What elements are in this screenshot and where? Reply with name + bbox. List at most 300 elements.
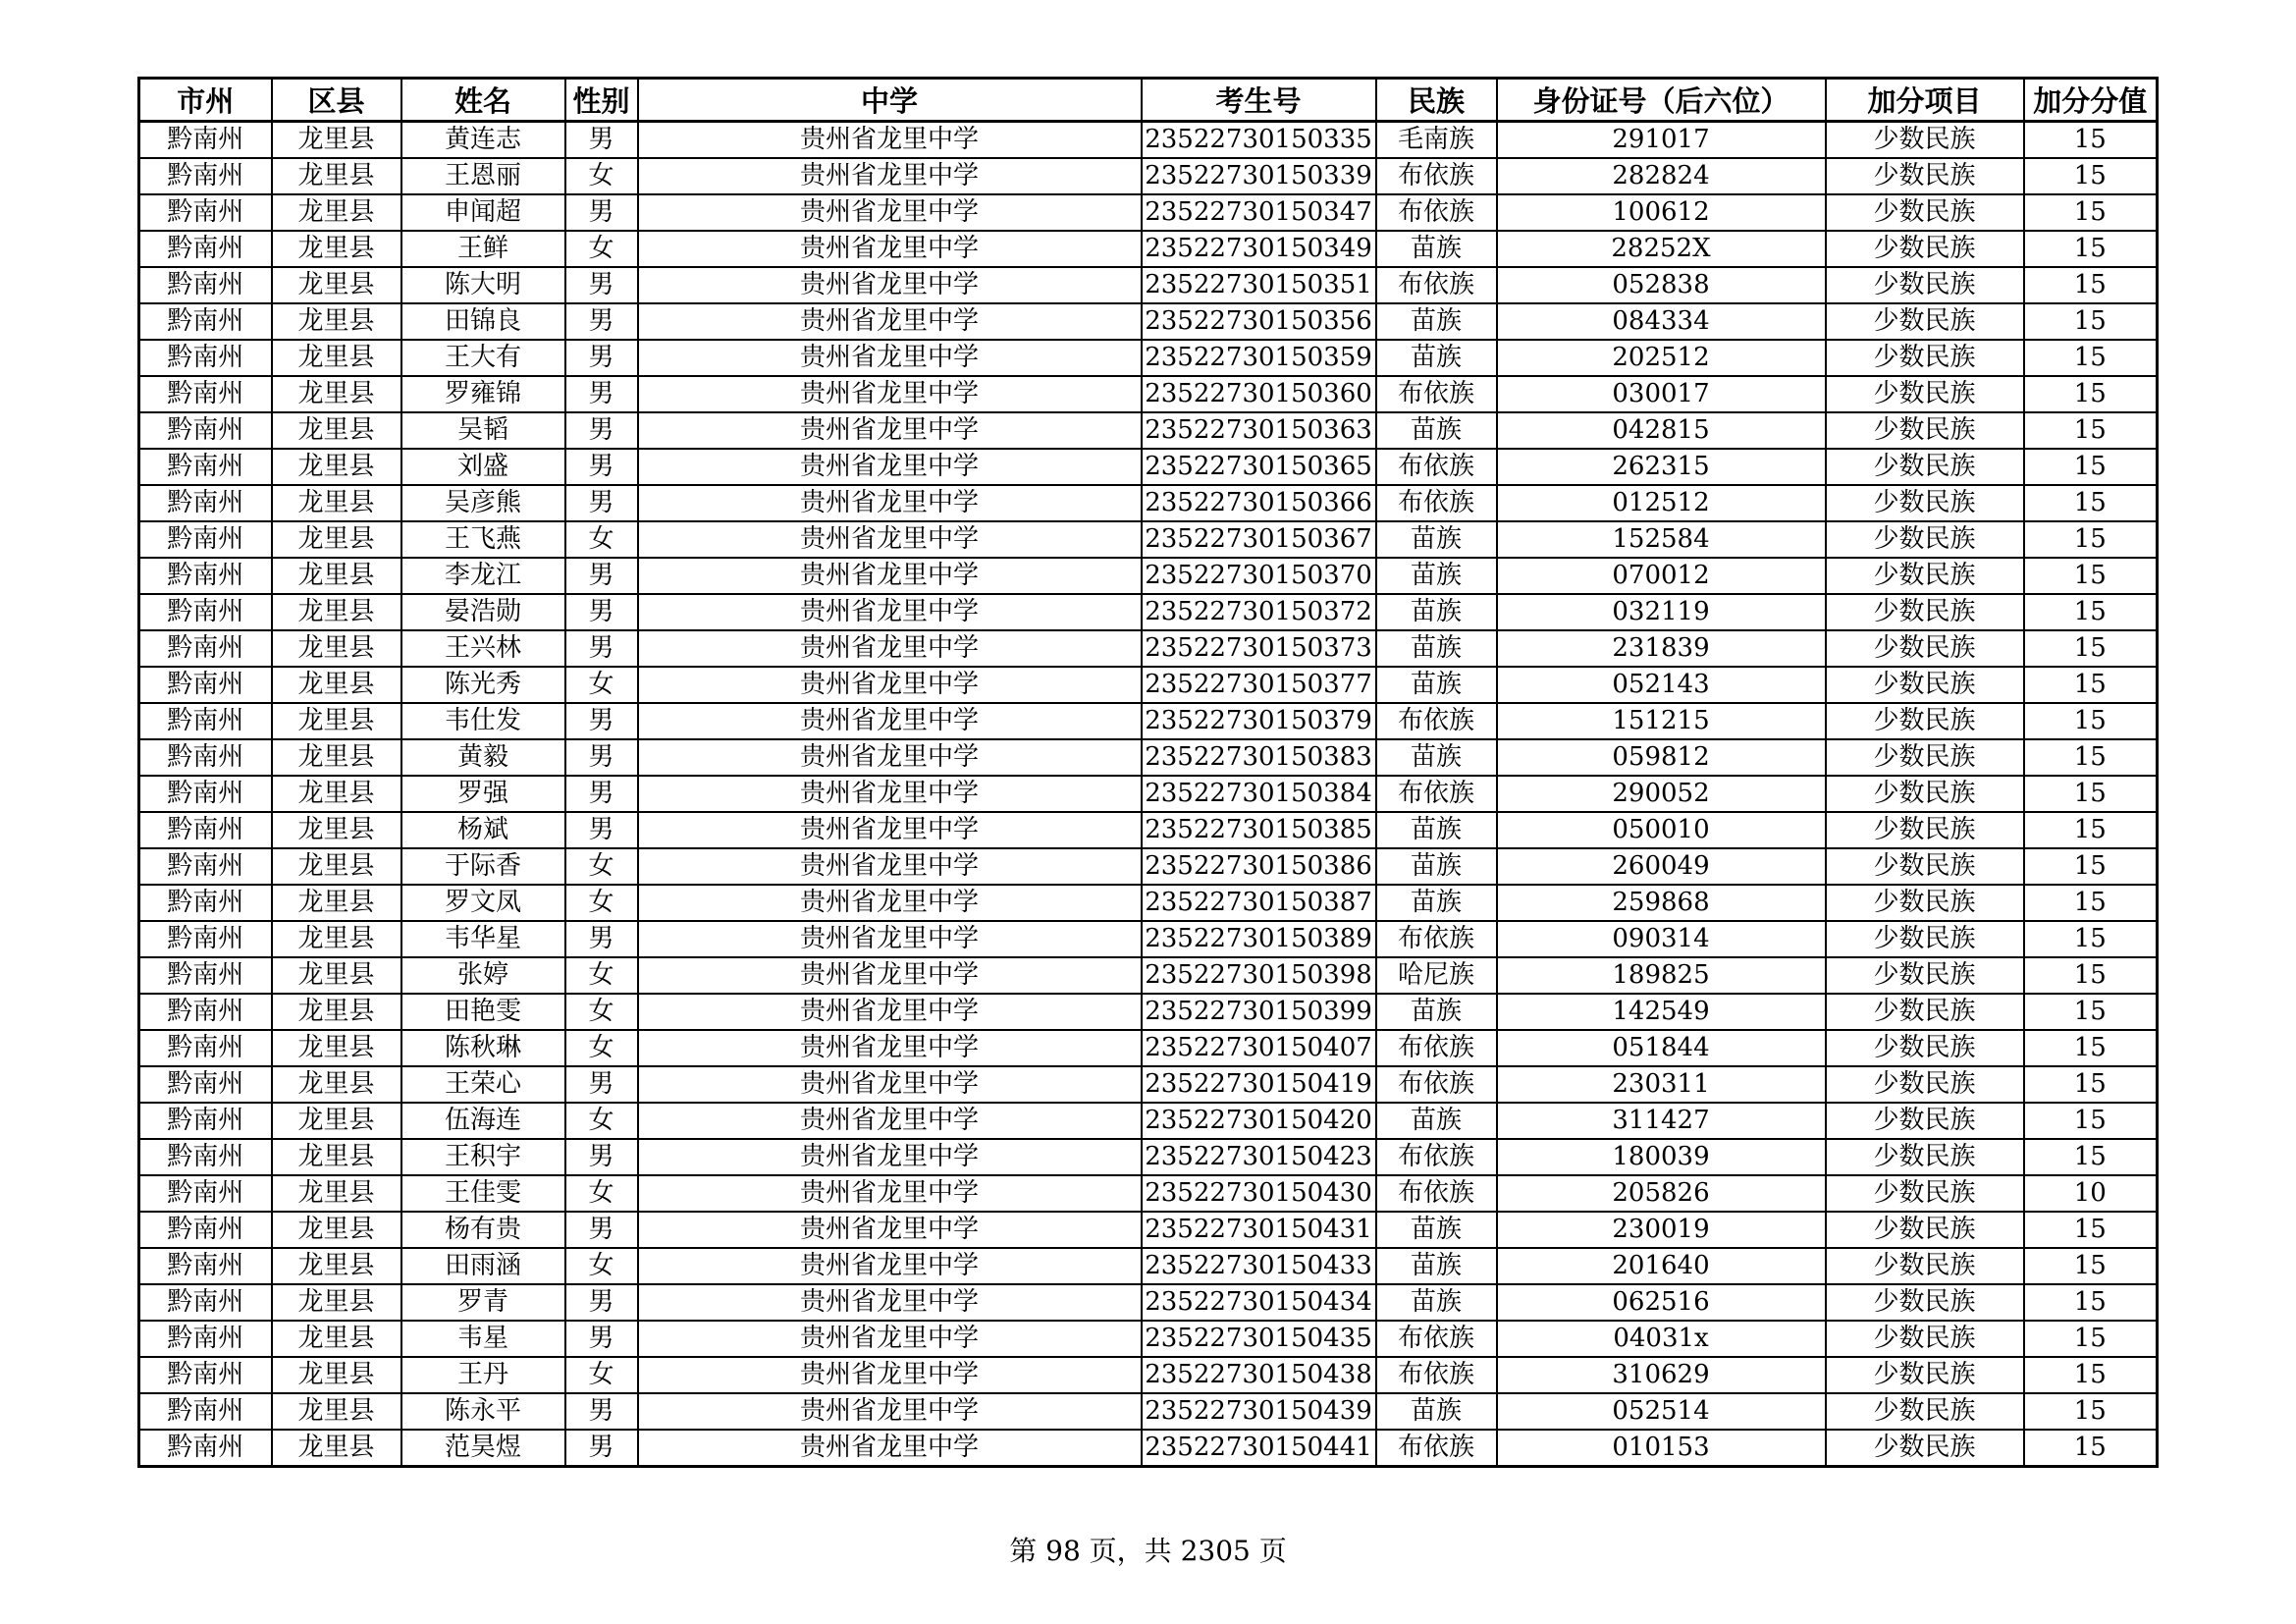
cell-ethnicity: 布依族 bbox=[1376, 1175, 1497, 1212]
footer-suffix: 页 bbox=[1258, 1535, 1287, 1567]
cell-city: 黔南州 bbox=[139, 1175, 272, 1212]
table-row bbox=[139, 848, 2158, 885]
cell-bonus-value: 15 bbox=[2024, 1030, 2158, 1066]
table-row bbox=[139, 122, 2158, 159]
cell-bonus-value: 15 bbox=[2024, 921, 2158, 957]
cell-school: 贵州省龙里中学 bbox=[638, 521, 1142, 558]
cell-school: 贵州省龙里中学 bbox=[638, 1066, 1142, 1103]
cell-city: 黔南州 bbox=[139, 1430, 272, 1467]
cell-id-last-six: 070012 bbox=[1497, 558, 1826, 594]
cell-id-last-six: 205826 bbox=[1497, 1175, 1826, 1212]
header-name: 姓名 bbox=[401, 79, 565, 122]
cell-bonus-item: 少数民族 bbox=[1826, 1321, 2024, 1357]
cell-city: 黔南州 bbox=[139, 1284, 272, 1321]
cell-city: 黔南州 bbox=[139, 521, 272, 558]
cell-bonus-item: 少数民族 bbox=[1826, 1103, 2024, 1139]
footer-total-pages: 2305 bbox=[1180, 1535, 1251, 1567]
cell-ethnicity: 苗族 bbox=[1376, 848, 1497, 885]
cell-ethnicity: 布依族 bbox=[1376, 1357, 1497, 1393]
cell-name: 陈光秀 bbox=[401, 667, 565, 703]
cell-bonus-item: 少数民族 bbox=[1826, 412, 2024, 449]
cell-city: 黔南州 bbox=[139, 412, 272, 449]
cell-bonus-item: 少数民族 bbox=[1826, 303, 2024, 340]
cell-city: 黔南州 bbox=[139, 194, 272, 231]
cell-id-last-six: 260049 bbox=[1497, 848, 1826, 885]
cell-id-last-six: 180039 bbox=[1497, 1139, 1826, 1175]
cell-ethnicity: 苗族 bbox=[1376, 231, 1497, 267]
cell-bonus-item: 少数民族 bbox=[1826, 957, 2024, 994]
cell-gender: 女 bbox=[565, 1103, 638, 1139]
cell-id-last-six: 310629 bbox=[1497, 1357, 1826, 1393]
cell-gender: 男 bbox=[565, 1430, 638, 1467]
cell-name: 范昊煜 bbox=[401, 1430, 565, 1467]
cell-bonus-item: 少数民族 bbox=[1826, 521, 2024, 558]
cell-exam-number: 23522730150356 bbox=[1142, 303, 1376, 340]
cell-school: 贵州省龙里中学 bbox=[638, 812, 1142, 848]
table-row bbox=[139, 921, 2158, 957]
cell-name: 申闻超 bbox=[401, 194, 565, 231]
cell-exam-number: 23522730150383 bbox=[1142, 739, 1376, 776]
cell-name: 陈秋琳 bbox=[401, 1030, 565, 1066]
table-row bbox=[139, 1103, 2158, 1139]
cell-exam-number: 23522730150389 bbox=[1142, 921, 1376, 957]
cell-county: 龙里县 bbox=[272, 1175, 401, 1212]
cell-name: 王丹 bbox=[401, 1357, 565, 1393]
cell-exam-number: 23522730150363 bbox=[1142, 412, 1376, 449]
footer-page-number: 98 bbox=[1045, 1535, 1081, 1567]
table-row bbox=[139, 1393, 2158, 1430]
cell-id-last-six: 084334 bbox=[1497, 303, 1826, 340]
cell-county: 龙里县 bbox=[272, 812, 401, 848]
cell-bonus-value: 15 bbox=[2024, 1430, 2158, 1467]
cell-city: 黔南州 bbox=[139, 848, 272, 885]
cell-city: 黔南州 bbox=[139, 1248, 272, 1284]
cell-gender: 女 bbox=[565, 885, 638, 921]
cell-bonus-value: 15 bbox=[2024, 594, 2158, 630]
cell-name: 李龙江 bbox=[401, 558, 565, 594]
cell-bonus-item: 少数民族 bbox=[1826, 1248, 2024, 1284]
cell-bonus-value: 15 bbox=[2024, 630, 2158, 667]
cell-city: 黔南州 bbox=[139, 485, 272, 521]
cell-school: 贵州省龙里中学 bbox=[638, 1357, 1142, 1393]
cell-bonus-value: 15 bbox=[2024, 1066, 2158, 1103]
cell-school: 贵州省龙里中学 bbox=[638, 630, 1142, 667]
cell-city: 黔南州 bbox=[139, 376, 272, 412]
cell-ethnicity: 苗族 bbox=[1376, 1393, 1497, 1430]
cell-name: 王兴林 bbox=[401, 630, 565, 667]
cell-county: 龙里县 bbox=[272, 703, 401, 739]
cell-gender: 男 bbox=[565, 449, 638, 485]
table-row bbox=[139, 558, 2158, 594]
cell-school: 贵州省龙里中学 bbox=[638, 412, 1142, 449]
cell-id-last-six: 311427 bbox=[1497, 1103, 1826, 1139]
cell-bonus-item: 少数民族 bbox=[1826, 994, 2024, 1030]
cell-city: 黔南州 bbox=[139, 994, 272, 1030]
cell-name: 杨有贵 bbox=[401, 1212, 565, 1248]
cell-county: 龙里县 bbox=[272, 412, 401, 449]
cell-county: 龙里县 bbox=[272, 485, 401, 521]
cell-bonus-value: 15 bbox=[2024, 340, 2158, 376]
cell-bonus-value: 10 bbox=[2024, 1175, 2158, 1212]
cell-bonus-item: 少数民族 bbox=[1826, 667, 2024, 703]
cell-bonus-item: 少数民族 bbox=[1826, 558, 2024, 594]
cell-bonus-item: 少数民族 bbox=[1826, 921, 2024, 957]
cell-county: 龙里县 bbox=[272, 303, 401, 340]
cell-county: 龙里县 bbox=[272, 594, 401, 630]
table-row bbox=[139, 1139, 2158, 1175]
cell-name: 王恩丽 bbox=[401, 158, 565, 194]
cell-county: 龙里县 bbox=[272, 158, 401, 194]
cell-county: 龙里县 bbox=[272, 558, 401, 594]
cell-gender: 男 bbox=[565, 340, 638, 376]
cell-city: 黔南州 bbox=[139, 739, 272, 776]
cell-school: 贵州省龙里中学 bbox=[638, 303, 1142, 340]
cell-exam-number: 23522730150370 bbox=[1142, 558, 1376, 594]
cell-county: 龙里县 bbox=[272, 267, 401, 303]
cell-bonus-value: 15 bbox=[2024, 848, 2158, 885]
cell-bonus-item: 少数民族 bbox=[1826, 1357, 2024, 1393]
cell-gender: 女 bbox=[565, 1175, 638, 1212]
page-footer bbox=[0, 1530, 2296, 1569]
cell-gender: 女 bbox=[565, 848, 638, 885]
cell-school: 贵州省龙里中学 bbox=[638, 1321, 1142, 1357]
cell-school: 贵州省龙里中学 bbox=[638, 921, 1142, 957]
cell-id-last-six: 142549 bbox=[1497, 994, 1826, 1030]
table-row bbox=[139, 303, 2158, 340]
cell-exam-number: 23522730150360 bbox=[1142, 376, 1376, 412]
cell-ethnicity: 布依族 bbox=[1376, 485, 1497, 521]
cell-school: 贵州省龙里中学 bbox=[638, 376, 1142, 412]
cell-ethnicity: 毛南族 bbox=[1376, 122, 1497, 159]
cell-id-last-six: 230019 bbox=[1497, 1212, 1826, 1248]
cell-ethnicity: 苗族 bbox=[1376, 521, 1497, 558]
cell-city: 黔南州 bbox=[139, 1030, 272, 1066]
cell-id-last-six: 052514 bbox=[1497, 1393, 1826, 1430]
cell-bonus-value: 15 bbox=[2024, 667, 2158, 703]
cell-school: 贵州省龙里中学 bbox=[638, 667, 1142, 703]
cell-county: 龙里县 bbox=[272, 1066, 401, 1103]
cell-gender: 男 bbox=[565, 1321, 638, 1357]
cell-bonus-value: 15 bbox=[2024, 558, 2158, 594]
cell-ethnicity: 布依族 bbox=[1376, 776, 1497, 812]
cell-city: 黔南州 bbox=[139, 267, 272, 303]
cell-exam-number: 23522730150398 bbox=[1142, 957, 1376, 994]
cell-bonus-item: 少数民族 bbox=[1826, 340, 2024, 376]
cell-id-last-six: 202512 bbox=[1497, 340, 1826, 376]
header-school: 中学 bbox=[638, 79, 1142, 122]
cell-bonus-item: 少数民族 bbox=[1826, 485, 2024, 521]
cell-city: 黔南州 bbox=[139, 1103, 272, 1139]
cell-bonus-item: 少数民族 bbox=[1826, 812, 2024, 848]
cell-id-last-six: 042815 bbox=[1497, 412, 1826, 449]
cell-county: 龙里县 bbox=[272, 521, 401, 558]
cell-gender: 男 bbox=[565, 376, 638, 412]
cell-name: 黄连志 bbox=[401, 122, 565, 159]
cell-exam-number: 23522730150365 bbox=[1142, 449, 1376, 485]
cell-bonus-item: 少数民族 bbox=[1826, 848, 2024, 885]
cell-gender: 女 bbox=[565, 521, 638, 558]
cell-school: 贵州省龙里中学 bbox=[638, 231, 1142, 267]
cell-ethnicity: 布依族 bbox=[1376, 1139, 1497, 1175]
cell-gender: 男 bbox=[565, 194, 638, 231]
cell-bonus-value: 15 bbox=[2024, 376, 2158, 412]
table-row bbox=[139, 412, 2158, 449]
cell-id-last-six: 059812 bbox=[1497, 739, 1826, 776]
cell-school: 贵州省龙里中学 bbox=[638, 1430, 1142, 1467]
cell-ethnicity: 布依族 bbox=[1376, 1030, 1497, 1066]
cell-exam-number: 23522730150434 bbox=[1142, 1284, 1376, 1321]
cell-bonus-item: 少数民族 bbox=[1826, 1175, 2024, 1212]
footer-prefix: 第 bbox=[1009, 1535, 1038, 1567]
header-gender: 性别 bbox=[565, 79, 638, 122]
cell-name: 陈永平 bbox=[401, 1393, 565, 1430]
cell-gender: 女 bbox=[565, 1357, 638, 1393]
table-row bbox=[139, 1284, 2158, 1321]
cell-school: 贵州省龙里中学 bbox=[638, 885, 1142, 921]
cell-ethnicity: 苗族 bbox=[1376, 667, 1497, 703]
header-city: 市州 bbox=[139, 79, 272, 122]
cell-county: 龙里县 bbox=[272, 1248, 401, 1284]
header-bonus-item: 加分项目 bbox=[1826, 79, 2024, 122]
cell-ethnicity: 苗族 bbox=[1376, 1212, 1497, 1248]
cell-school: 贵州省龙里中学 bbox=[638, 1248, 1142, 1284]
cell-bonus-item: 少数民族 bbox=[1826, 594, 2024, 630]
table-row bbox=[139, 776, 2158, 812]
cell-exam-number: 23522730150407 bbox=[1142, 1030, 1376, 1066]
cell-city: 黔南州 bbox=[139, 885, 272, 921]
cell-gender: 男 bbox=[565, 739, 638, 776]
table-row bbox=[139, 1248, 2158, 1284]
cell-city: 黔南州 bbox=[139, 1393, 272, 1430]
cell-city: 黔南州 bbox=[139, 594, 272, 630]
cell-name: 王积宇 bbox=[401, 1139, 565, 1175]
cell-bonus-item: 少数民族 bbox=[1826, 376, 2024, 412]
cell-bonus-value: 15 bbox=[2024, 1284, 2158, 1321]
cell-ethnicity: 苗族 bbox=[1376, 994, 1497, 1030]
table-row bbox=[139, 1175, 2158, 1212]
cell-name: 王大有 bbox=[401, 340, 565, 376]
bonus-points-table bbox=[137, 77, 2159, 1468]
cell-id-last-six: 050010 bbox=[1497, 812, 1826, 848]
cell-id-last-six: 032119 bbox=[1497, 594, 1826, 630]
cell-city: 黔南州 bbox=[139, 667, 272, 703]
table-row bbox=[139, 158, 2158, 194]
cell-bonus-item: 少数民族 bbox=[1826, 449, 2024, 485]
cell-school: 贵州省龙里中学 bbox=[638, 1212, 1142, 1248]
cell-bonus-value: 15 bbox=[2024, 1212, 2158, 1248]
footer-middle: 页，共 bbox=[1089, 1535, 1172, 1567]
cell-gender: 女 bbox=[565, 1248, 638, 1284]
cell-ethnicity: 苗族 bbox=[1376, 739, 1497, 776]
cell-gender: 男 bbox=[565, 558, 638, 594]
table-row bbox=[139, 521, 2158, 558]
cell-name: 罗青 bbox=[401, 1284, 565, 1321]
cell-exam-number: 23522730150366 bbox=[1142, 485, 1376, 521]
cell-city: 黔南州 bbox=[139, 231, 272, 267]
table-row bbox=[139, 449, 2158, 485]
cell-exam-number: 23522730150367 bbox=[1142, 521, 1376, 558]
cell-bonus-item: 少数民族 bbox=[1826, 1284, 2024, 1321]
cell-name: 于际香 bbox=[401, 848, 565, 885]
header-county: 区县 bbox=[272, 79, 401, 122]
cell-name: 田雨涵 bbox=[401, 1248, 565, 1284]
cell-school: 贵州省龙里中学 bbox=[638, 158, 1142, 194]
cell-name: 黄毅 bbox=[401, 739, 565, 776]
cell-bonus-item: 少数民族 bbox=[1826, 231, 2024, 267]
cell-exam-number: 23522730150420 bbox=[1142, 1103, 1376, 1139]
cell-gender: 男 bbox=[565, 1212, 638, 1248]
cell-id-last-six: 262315 bbox=[1497, 449, 1826, 485]
cell-county: 龙里县 bbox=[272, 739, 401, 776]
cell-school: 贵州省龙里中学 bbox=[638, 1139, 1142, 1175]
cell-ethnicity: 布依族 bbox=[1376, 449, 1497, 485]
cell-ethnicity: 布依族 bbox=[1376, 158, 1497, 194]
cell-city: 黔南州 bbox=[139, 558, 272, 594]
cell-bonus-value: 15 bbox=[2024, 231, 2158, 267]
table-row bbox=[139, 739, 2158, 776]
cell-name: 吴彦熊 bbox=[401, 485, 565, 521]
cell-school: 贵州省龙里中学 bbox=[638, 449, 1142, 485]
table-row bbox=[139, 1212, 2158, 1248]
cell-city: 黔南州 bbox=[139, 776, 272, 812]
cell-city: 黔南州 bbox=[139, 1066, 272, 1103]
cell-name: 罗强 bbox=[401, 776, 565, 812]
cell-school: 贵州省龙里中学 bbox=[638, 994, 1142, 1030]
table-row bbox=[139, 667, 2158, 703]
cell-city: 黔南州 bbox=[139, 340, 272, 376]
cell-school: 贵州省龙里中学 bbox=[638, 848, 1142, 885]
cell-gender: 男 bbox=[565, 594, 638, 630]
cell-school: 贵州省龙里中学 bbox=[638, 703, 1142, 739]
cell-name: 张婷 bbox=[401, 957, 565, 994]
cell-name: 王鲜 bbox=[401, 231, 565, 267]
cell-ethnicity: 哈尼族 bbox=[1376, 957, 1497, 994]
cell-ethnicity: 布依族 bbox=[1376, 376, 1497, 412]
cell-city: 黔南州 bbox=[139, 630, 272, 667]
cell-name: 韦华星 bbox=[401, 921, 565, 957]
cell-county: 龙里县 bbox=[272, 885, 401, 921]
cell-id-last-six: 062516 bbox=[1497, 1284, 1826, 1321]
cell-gender: 男 bbox=[565, 267, 638, 303]
cell-id-last-six: 04031x bbox=[1497, 1321, 1826, 1357]
cell-bonus-value: 15 bbox=[2024, 739, 2158, 776]
cell-bonus-value: 15 bbox=[2024, 1357, 2158, 1393]
table-row bbox=[139, 630, 2158, 667]
cell-name: 吴韬 bbox=[401, 412, 565, 449]
cell-ethnicity: 布依族 bbox=[1376, 1430, 1497, 1467]
cell-id-last-six: 282824 bbox=[1497, 158, 1826, 194]
cell-bonus-item: 少数民族 bbox=[1826, 776, 2024, 812]
cell-name: 刘盛 bbox=[401, 449, 565, 485]
cell-bonus-value: 15 bbox=[2024, 1248, 2158, 1284]
cell-exam-number: 23522730150419 bbox=[1142, 1066, 1376, 1103]
cell-bonus-value: 15 bbox=[2024, 449, 2158, 485]
cell-id-last-six: 201640 bbox=[1497, 1248, 1826, 1284]
table-body bbox=[139, 122, 2158, 1467]
cell-bonus-value: 15 bbox=[2024, 485, 2158, 521]
cell-city: 黔南州 bbox=[139, 1212, 272, 1248]
cell-name: 陈大明 bbox=[401, 267, 565, 303]
cell-county: 龙里县 bbox=[272, 776, 401, 812]
cell-gender: 女 bbox=[565, 957, 638, 994]
cell-id-last-six: 090314 bbox=[1497, 921, 1826, 957]
cell-bonus-value: 15 bbox=[2024, 1103, 2158, 1139]
cell-bonus-value: 15 bbox=[2024, 812, 2158, 848]
cell-gender: 男 bbox=[565, 630, 638, 667]
cell-name: 伍海连 bbox=[401, 1103, 565, 1139]
cell-gender: 男 bbox=[565, 1066, 638, 1103]
cell-bonus-value: 15 bbox=[2024, 158, 2158, 194]
table-row bbox=[139, 376, 2158, 412]
cell-gender: 女 bbox=[565, 1030, 638, 1066]
cell-ethnicity: 布依族 bbox=[1376, 703, 1497, 739]
table-row bbox=[139, 994, 2158, 1030]
header-bonus-value: 加分分值 bbox=[2024, 79, 2158, 122]
cell-bonus-value: 15 bbox=[2024, 1321, 2158, 1357]
cell-bonus-item: 少数民族 bbox=[1826, 122, 2024, 159]
cell-gender: 女 bbox=[565, 231, 638, 267]
cell-id-last-six: 291017 bbox=[1497, 122, 1826, 159]
cell-school: 贵州省龙里中学 bbox=[638, 1030, 1142, 1066]
table-row bbox=[139, 340, 2158, 376]
cell-exam-number: 23522730150386 bbox=[1142, 848, 1376, 885]
cell-city: 黔南州 bbox=[139, 303, 272, 340]
cell-city: 黔南州 bbox=[139, 921, 272, 957]
cell-city: 黔南州 bbox=[139, 122, 272, 159]
cell-gender: 男 bbox=[565, 1393, 638, 1430]
cell-bonus-item: 少数民族 bbox=[1826, 1430, 2024, 1467]
cell-bonus-item: 少数民族 bbox=[1826, 703, 2024, 739]
table-row bbox=[139, 703, 2158, 739]
cell-name: 田艳雯 bbox=[401, 994, 565, 1030]
cell-school: 贵州省龙里中学 bbox=[638, 1103, 1142, 1139]
cell-ethnicity: 苗族 bbox=[1376, 812, 1497, 848]
cell-id-last-six: 28252X bbox=[1497, 231, 1826, 267]
cell-ethnicity: 苗族 bbox=[1376, 303, 1497, 340]
cell-school: 贵州省龙里中学 bbox=[638, 739, 1142, 776]
cell-exam-number: 23522730150359 bbox=[1142, 340, 1376, 376]
cell-county: 龙里县 bbox=[272, 1212, 401, 1248]
cell-county: 龙里县 bbox=[272, 231, 401, 267]
cell-bonus-item: 少数民族 bbox=[1826, 1212, 2024, 1248]
cell-city: 黔南州 bbox=[139, 703, 272, 739]
cell-school: 贵州省龙里中学 bbox=[638, 267, 1142, 303]
cell-name: 罗雍锦 bbox=[401, 376, 565, 412]
cell-id-last-six: 010153 bbox=[1497, 1430, 1826, 1467]
cell-city: 黔南州 bbox=[139, 1321, 272, 1357]
cell-gender: 女 bbox=[565, 667, 638, 703]
cell-id-last-six: 290052 bbox=[1497, 776, 1826, 812]
cell-exam-number: 23522730150372 bbox=[1142, 594, 1376, 630]
cell-county: 龙里县 bbox=[272, 1430, 401, 1467]
cell-id-last-six: 230311 bbox=[1497, 1066, 1826, 1103]
cell-county: 龙里县 bbox=[272, 194, 401, 231]
cell-ethnicity: 苗族 bbox=[1376, 340, 1497, 376]
cell-school: 贵州省龙里中学 bbox=[638, 558, 1142, 594]
cell-bonus-value: 15 bbox=[2024, 776, 2158, 812]
cell-ethnicity: 苗族 bbox=[1376, 1248, 1497, 1284]
cell-exam-number: 23522730150377 bbox=[1142, 667, 1376, 703]
cell-bonus-item: 少数民族 bbox=[1826, 1066, 2024, 1103]
cell-id-last-six: 051844 bbox=[1497, 1030, 1826, 1066]
cell-exam-number: 23522730150435 bbox=[1142, 1321, 1376, 1357]
cell-name: 王飞燕 bbox=[401, 521, 565, 558]
cell-ethnicity: 苗族 bbox=[1376, 630, 1497, 667]
cell-exam-number: 23522730150438 bbox=[1142, 1357, 1376, 1393]
header-row bbox=[139, 79, 2158, 122]
cell-bonus-value: 15 bbox=[2024, 1393, 2158, 1430]
cell-gender: 男 bbox=[565, 812, 638, 848]
